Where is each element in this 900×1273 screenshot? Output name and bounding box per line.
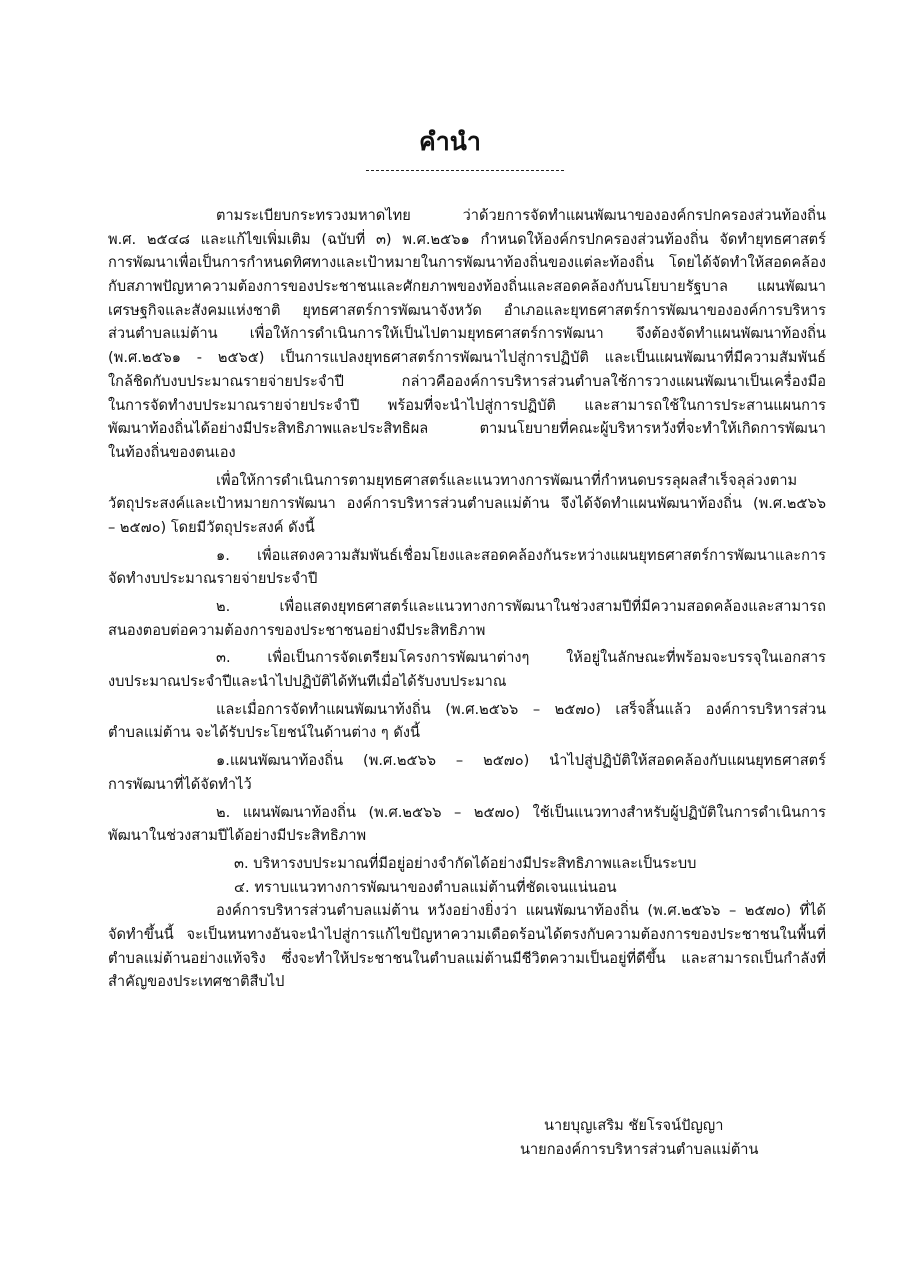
objective-2: [108, 595, 826, 642]
text-line: ๔. ทราบแนวทางการพัฒนาของตำบลแม่ต้านที่ชัดเจนแน่นอน: [234, 878, 617, 896]
benefit-1: [108, 749, 826, 796]
text-line: สำคัญของประเทศชาติสืบไป: [108, 973, 285, 991]
document-body: [108, 204, 826, 994]
text-line: การพัฒนาที่ได้จัดทำไว้: [108, 775, 252, 793]
text-line: วัตถุประสงค์และเป้าหมายการพัฒนา องค์การบริหารส่วนตำบลแม่ต้าน จึงได้จัดทำแผนพัฒนาท้องถิ่น (พ.ศ.๒๕๖๖: [108, 495, 826, 513]
text-line: ส่วนตำบลแม่ต้าน เพื่อให้การดำเนินการให้เป็นไปตามยุทธศาสตร์การพัฒนา จึงต้องจัดทำแผนพัฒนาท้องถิ่น: [108, 325, 826, 343]
objective-1: [108, 544, 826, 591]
paragraph-benefits-intro: [108, 698, 826, 745]
text-line: พัฒนาท้องถิ่นได้อย่างมีประสิทธิภาพและประสิทธิผล ตามนโยบายที่คณะผู้บริหารหวังที่จะทำให้เกิดการพัฒนา: [108, 420, 826, 438]
text-line: ตำบลแม่ต้านอย่างแท้จริง ซึ่งจะทำให้ประชาชนในตำบลแม่ต้านมีชีวิตความเป็นอยู่ที่ดีขึ้น และสามารถเป็นกำลังที่: [108, 949, 826, 967]
text-line: ใกล้ชิดกับงบประมาณรายจ่ายประจำปี กล่าวคือองค์การบริหารส่วนตำบลใช้การวางแผนพัฒนาเป็นเครื่องมือ: [108, 372, 826, 390]
text-line: ๓. เพื่อเป็นการจัดเตรียมโครงการพัฒนาต่างๆ ให้อยู่ในลักษณะที่พร้อมจะบรรจุในเอกสาร: [216, 649, 826, 667]
paragraph-intro: [108, 204, 826, 465]
text-line: พ.ศ. ๒๕๔๘ และแก้ไขเพิ่มเติม (ฉบับที่ ๓) พ.ศ.๒๕๖๑ กำหนดให้องค์กรปกครองส่วนท้องถิ่น จัดทำยุทธศาสตร์: [108, 230, 826, 248]
benefit-3: [108, 852, 826, 876]
signature-block: [520, 1114, 810, 1161]
text-line: สนองตอบต่อความต้องการของประชาชนอย่างมีประสิทธิภาพ: [108, 621, 486, 639]
document-title: คำนำ: [419, 127, 481, 156]
benefit-4: [108, 876, 826, 900]
text-line: พัฒนาในช่วงสามปีได้อย่างมีประสิทธิภาพ: [108, 827, 367, 845]
text-line: และเมื่อการจัดทำแผนพัฒนาท้งถิ่น (พ.ศ.๒๕๖๖ – ๒๕๗๐) เสร็จสิ้นแล้ว องค์การบริหารส่วน: [216, 700, 826, 718]
text-line: กับสภาพปัญหาความต้องการของประชาชนและศักยภาพของท้องถิ่นและสอดคล้องกับนโยบายรัฐบาล แผนพัฒนา: [108, 278, 826, 296]
text-line: ตำบลแม่ต้าน จะได้รับประโยชน์ในด้านต่าง ๆ ดังนี้: [108, 724, 420, 742]
text-line: ๑.แผนพัฒนาท้องถิ่น (พ.ศ.๒๕๖๖ – ๒๕๗๐) นำไปสู่ปฏิบัติให้สอดคล้องกับแผนยุทธศาสตร์: [216, 752, 826, 770]
text-line: เพื่อให้การดำเนินการตามยุทธศาสตร์และแนวทางการพัฒนาที่กำหนดบรรลุผลสำเร็จลุล่วงตาม: [216, 471, 798, 489]
text-line: ๓. บริหารงบประมาณที่มีอยู่อย่างจำกัดได้อย่างมีประสิทธิภาพและเป็นระบบ: [234, 854, 697, 872]
paragraph-closing: [108, 899, 826, 994]
text-line: จัดทำงบประมาณรายจ่ายประจำปี: [108, 570, 318, 588]
text-line: ๒. แผนพัฒนาท้องถิ่น (พ.ศ.๒๕๖๖ – ๒๕๗๐) ใช้เป็นแนวทางสำหรับผู้ปฏิบัติในการดำเนินการ: [216, 803, 826, 821]
signer-position: นายกองค์การบริหารส่วนตำบลแม่ต้าน: [520, 1140, 759, 1158]
text-line: การพัฒนาเพื่อเป็นการกำหนดทิศทางและเป้าหมายในการพัฒนาท้องถิ่นของแต่ละท้องถิ่น โดยได้จัดทำให้สอดคล้อง: [108, 254, 826, 272]
text-line: องค์การบริหารส่วนตำบลแม่ต้าน หวังอย่างยิ่งว่า แผนพัฒนาท้องถิ่น (พ.ศ.๒๕๖๖ – ๒๕๗๐) ที่ได้: [216, 902, 826, 920]
text-line: – ๒๕๗๐) โดยมีวัตถุประสงค์ ดังนี้: [108, 518, 315, 536]
text-line: ๒. เพื่อแสดงยุทธศาสตร์และแนวทางการพัฒนาในช่วงสามปีที่มีความสอดคล้องและสามารถ: [216, 598, 826, 615]
text-line: ในการจัดทำงบประมาณรายจ่ายประจำปี พร้อมที่จะนำไปสู่การปฏิบัติ และสามารถใช้ในการประสานแผนการ: [108, 396, 826, 414]
text-line: จัดทำขึ้นนี้ จะเป็นหนทางอันจะนำไปสู่การแก้ไขปัญหาความเดือดร้อนได้ตรงกับความต้องการของประชาชนในพื้นที่: [108, 925, 826, 943]
text-line: (พ.ศ.๒๕๖๑ - ๒๕๖๕) เป็นการแปลงยุทธศาสตร์การพัฒนาไปสู่การปฏิบัติ และเป็นแผนพัฒนาที่มีความสัมพันธ์: [108, 349, 826, 367]
objective-3: [108, 646, 826, 693]
text-line: ในท้องถิ่นของตนเอง: [108, 443, 236, 461]
signer-name: นายบุญเสริม ชัยโรจน์ปัญญา: [544, 1117, 724, 1134]
benefit-2: [108, 801, 826, 848]
text-line: ตามระเบียบกระทรวงมหาดไทย ว่าด้วยการจัดทำแผนพัฒนาขององค์กรปกครองส่วนท้องถิ่น: [216, 207, 826, 224]
title-dashed-rule: [366, 170, 564, 171]
text-line: เศรษฐกิจและสังคมแห่งชาติ ยุทธศาสตร์การพัฒนาจังหวัด อำเภอและยุทธศาสตร์การพัฒนาขององค์การบริหาร: [108, 301, 826, 319]
text-line: งบประมาณประจำปีและนำไปปฏิบัติได้ทันทีเมื่อได้รับงบประมาณ: [108, 673, 507, 691]
text-line: ๑. เพื่อแสดงความสัมพันธ์เชื่อมโยงและสอดคล้องกันระหว่างแผนยุทธศาสตร์การพัฒนาและการ: [216, 546, 826, 564]
paragraph-purpose: [108, 469, 826, 540]
